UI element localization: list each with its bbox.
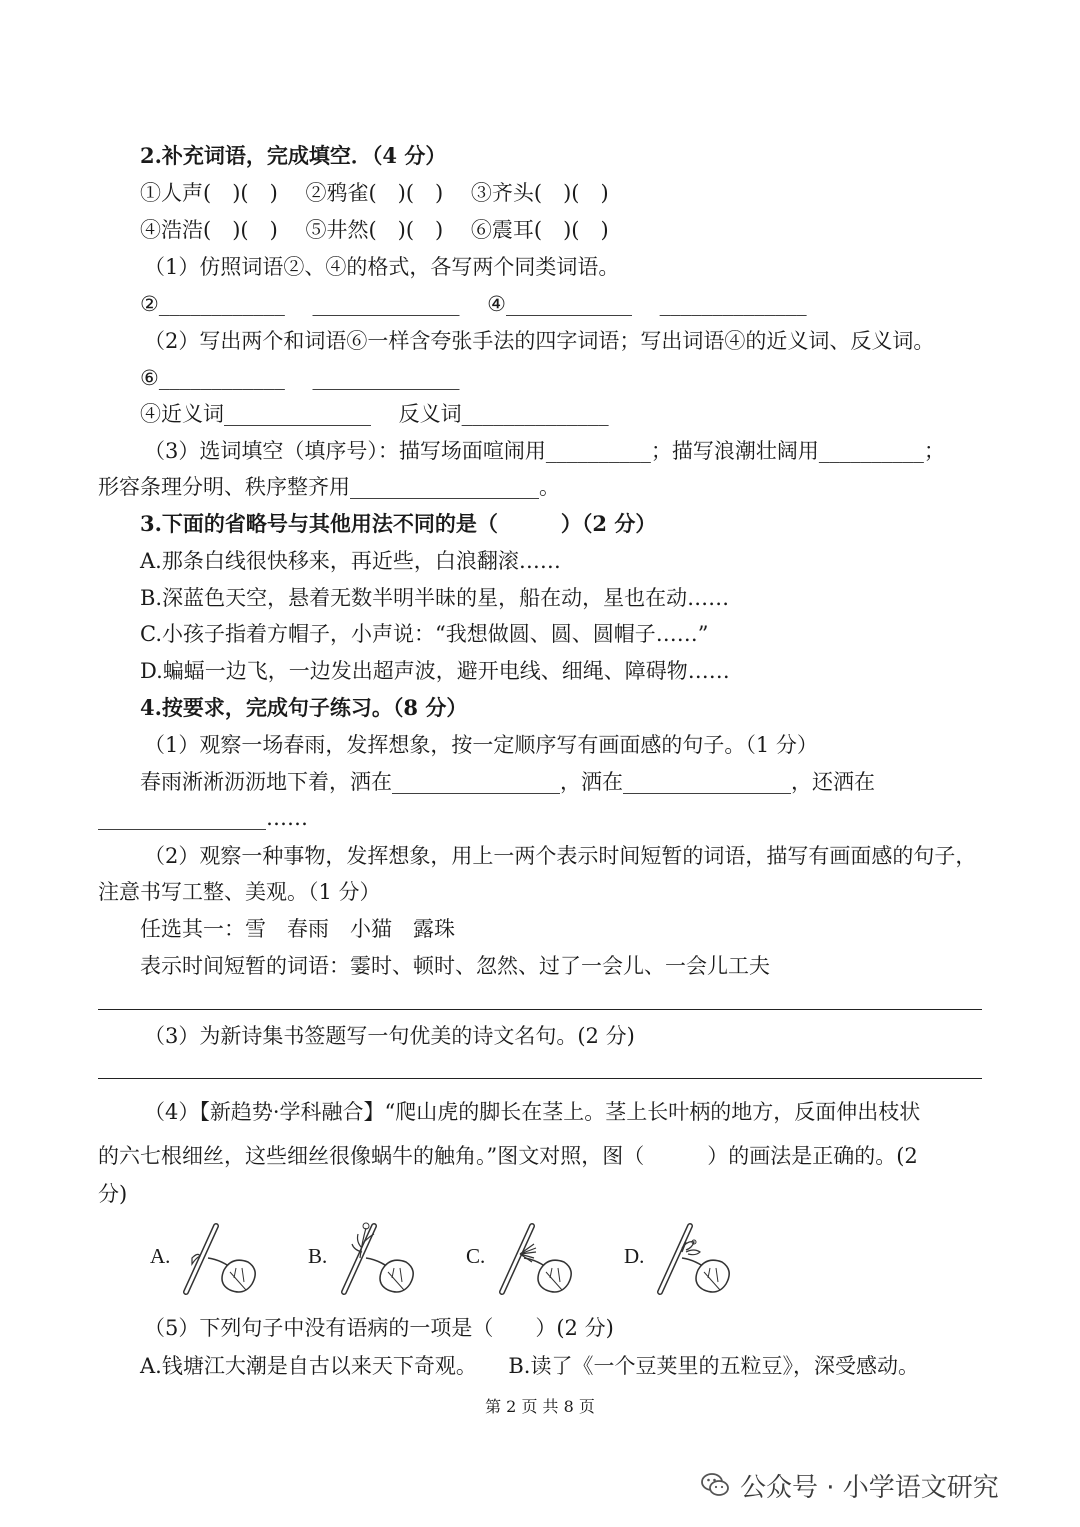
q2-sub2: （2）写出两个和词语⑥一样含夸张手法的四字词语；写出词语④的近义词、反义词。 xyxy=(144,329,935,353)
page-footer: 第 2 页 共 8 页 xyxy=(485,1397,595,1416)
figure-d[interactable] xyxy=(614,1218,754,1298)
figure-b[interactable] xyxy=(298,1218,438,1298)
q2-sub1-blanks[interactable]: ②____________ ______________ ④____________ ______________ xyxy=(140,292,807,316)
q4-sub4-line1: （4）【新趋势·学科融合】“爬山虎的脚长在茎上。茎上长叶柄的地方，反面伸出枝状 xyxy=(144,1100,921,1124)
q4-sub1: （1）观察一场春雨，发挥想象，按一定顺序写有画面感的句子。（1 分） xyxy=(144,733,818,757)
watermark xyxy=(700,1468,999,1502)
q4-sub2: （2）观察一种事物，发挥想象，用上一两个表示时间短暂的词语，描写有画面感的句子， xyxy=(144,844,977,868)
q3-title: 3.下面的省略号与其他用法不同的是（ ）（2 分） xyxy=(140,511,657,536)
wechat-icon xyxy=(700,1470,730,1500)
q2-title: 2.补充词语，完成填空．（4 分） xyxy=(140,143,447,168)
q4-title: 4.按要求，完成句子练习。（8 分） xyxy=(140,695,468,720)
q4-sub5-options: A.钱塘江大潮是自古以来天下奇观。 B.读了《一个豆荚里的五粒豆》，深受感动。 xyxy=(140,1354,919,1378)
q4-sub4-line2: 的六七根细丝，这些细丝很像蜗牛的触角。”图文对照，图（ ）的画法是正确的。(2 xyxy=(98,1144,918,1168)
q4-choices: 任选其一：雪 春雨 小猫 露珠 xyxy=(140,917,455,941)
figure-a[interactable] xyxy=(140,1218,280,1298)
watermark-text: 公众号 · 小学语文研究 xyxy=(740,1472,999,1503)
ivy-figures xyxy=(140,1218,760,1298)
ivy-stem-leaf-icon xyxy=(488,1218,588,1298)
q2-sub3[interactable]: （3）选词填空（填序号）：描写场面喧闹用__________；描写浪潮壮阔用__________； xyxy=(144,439,945,463)
ivy-stem-leaf-icon xyxy=(646,1218,746,1298)
q4-sub1-cont[interactable]: ________________…… xyxy=(98,806,308,830)
answer-line-1[interactable] xyxy=(98,1009,982,1010)
q3-option-c: C.小孩子指着方帽子，小声说：“我想做圆、圆、圆帽子……” xyxy=(140,622,709,646)
q4-sub3: （3）为新诗集书签题写一句优美的诗文名句。(2 分) xyxy=(144,1024,635,1048)
q2-sub2-blank4[interactable]: ④近义词______________ 反义词______________ xyxy=(140,402,609,426)
q2-sub1: （1）仿照词语②、④的格式，各写两个同类词语。 xyxy=(144,255,620,279)
q3-option-d: D.蝙蝠一边飞，一边发出超声波，避开电线、细绳、障碍物…… xyxy=(140,659,730,683)
figure-c[interactable] xyxy=(456,1218,596,1298)
q2-words-row2: ④浩浩( )( ) ⑤井然( )( ) ⑥震耳( )( ) xyxy=(140,218,609,242)
q4-sub5: （5）下列句子中没有语病的一项是（ ）(2 分) xyxy=(144,1316,614,1340)
q2-words-row1: ①人声( )( ) ②鸦雀( )( ) ③齐头( )( ) xyxy=(140,181,609,205)
q3-option-a: A.那条白线很快移来，再近些，白浪翻滚…… xyxy=(140,549,561,573)
q4-sub4-line3: 分) xyxy=(98,1182,128,1206)
q4-sub2-cont: 注意书写工整、美观。（1 分） xyxy=(98,880,381,904)
q3-option-b: B.深蓝色天空，悬着无数半明半昧的星，船在动，星也在动…… xyxy=(140,586,730,610)
q2-sub3-cont[interactable]: 形容条理分明、秩序整齐用__________________。 xyxy=(98,475,560,499)
q4-time-words: 表示时间短暂的词语：霎时、顿时、忽然、过了一会儿、一会儿工夫 xyxy=(140,954,770,978)
q4-sub1-line[interactable]: 春雨淅淅沥沥地下着，洒在________________，洒在________________，还洒在 xyxy=(140,770,875,794)
figure-label: C. xyxy=(466,1244,486,1268)
q2-sub2-blank6[interactable]: ⑥____________ ______________ xyxy=(140,366,460,390)
ivy-stem-leaf-icon xyxy=(330,1218,430,1298)
figure-label: D. xyxy=(624,1244,645,1268)
figure-label: A. xyxy=(150,1244,171,1268)
answer-line-2[interactable] xyxy=(98,1078,982,1079)
figure-label: B. xyxy=(308,1244,328,1268)
ivy-stem-leaf-icon xyxy=(172,1218,272,1298)
